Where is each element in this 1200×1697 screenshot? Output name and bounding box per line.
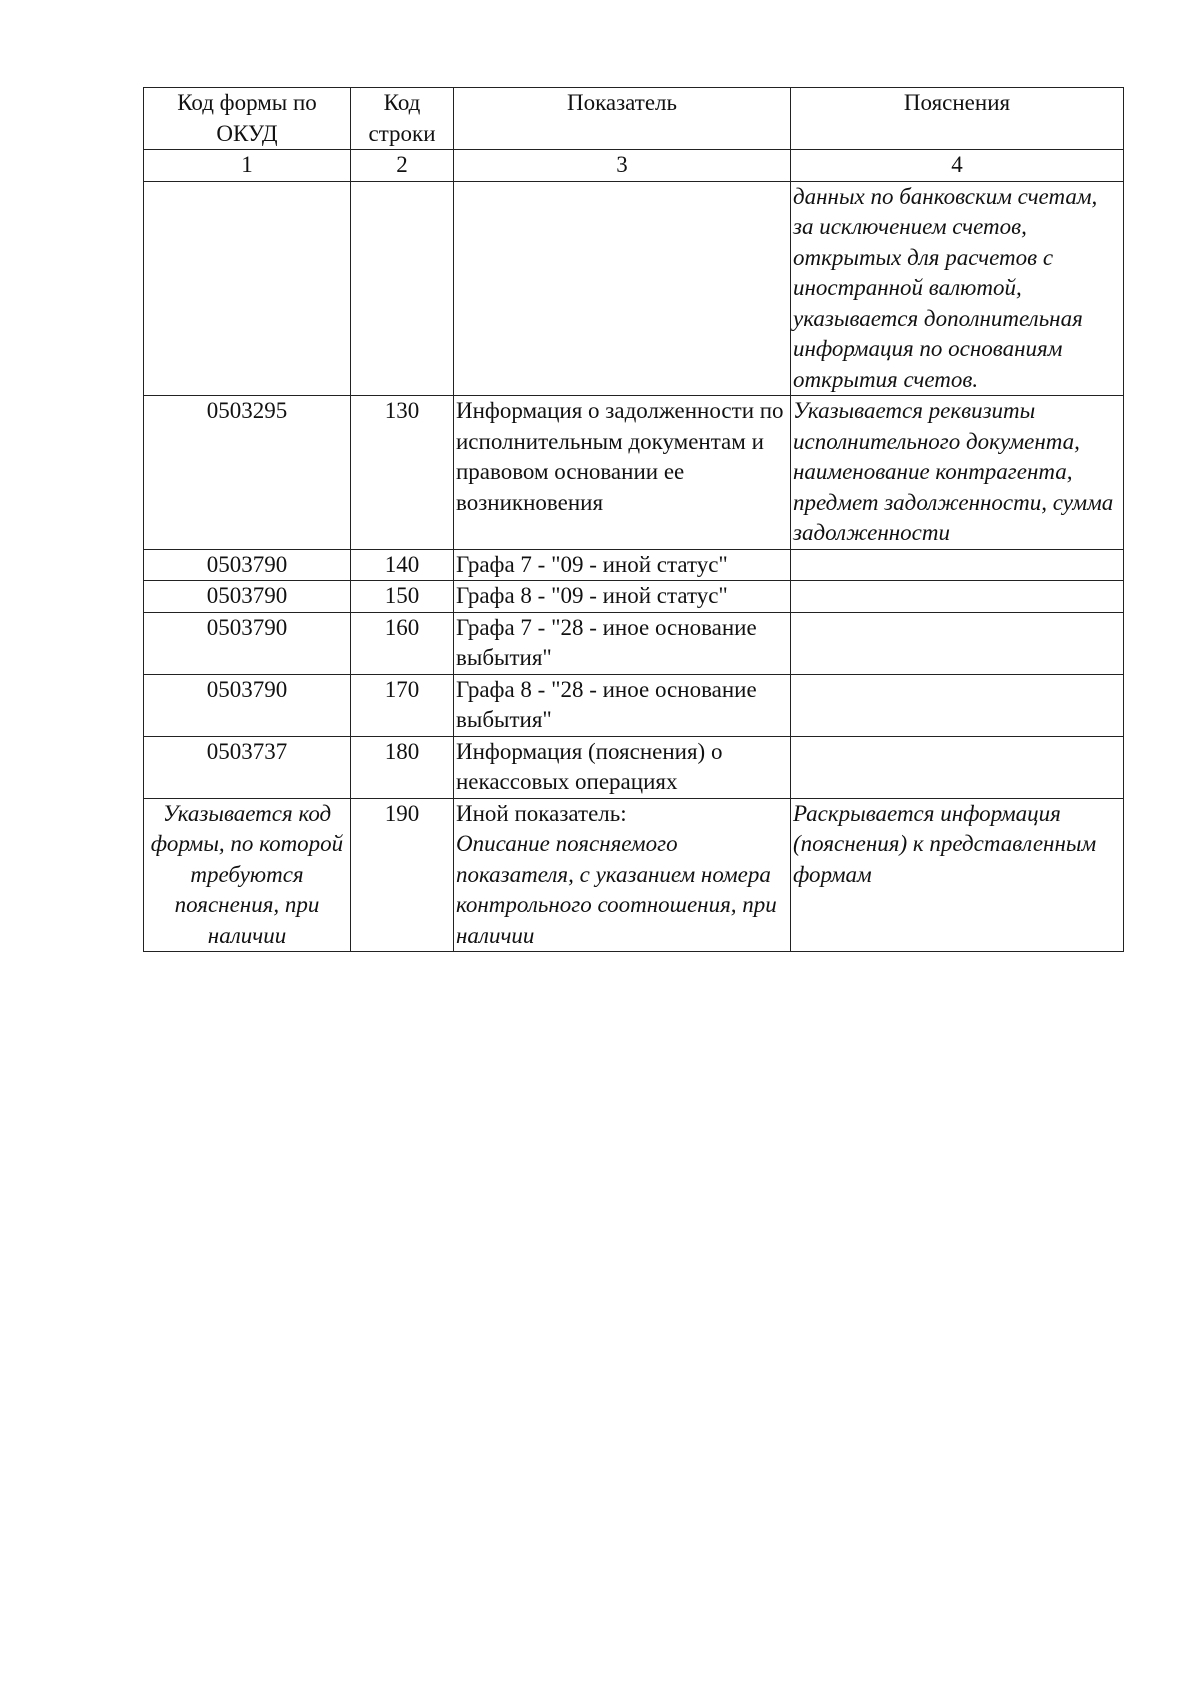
table-row-other-indicator: [144, 798, 1124, 952]
continuation-explanation: данных по банковским счетам, за исключением счетов, открытых для расчетов с иностранной валютой, указывается дополнительная информация по основаниям открытия счетов.: [791, 181, 1124, 396]
column-number: 4: [791, 150, 1124, 182]
line-code: 150: [351, 581, 454, 613]
form-code: 0503737: [144, 736, 351, 798]
indicator: Графа 7 - "09 - иной статус": [454, 549, 791, 581]
header-indicator: Показатель: [454, 88, 791, 150]
explanations-table: [143, 87, 1124, 952]
header-explanation: Пояснения: [791, 88, 1124, 150]
table-row: [144, 674, 1124, 736]
line-code: 140: [351, 549, 454, 581]
explanation: Раскрывается информация (пояснения) к представленным формам: [791, 798, 1124, 952]
table-row: [144, 549, 1124, 581]
indicator: Графа 8 - "09 - иной статус": [454, 581, 791, 613]
indicator: Графа 7 - "28 - иное основание выбытия": [454, 612, 791, 674]
explanation: Указывается реквизиты исполнительного документа, наименование контрагента, предмет задолженности, сумма задолженности: [791, 396, 1124, 550]
table-row: [144, 396, 1124, 550]
line-code: 130: [351, 396, 454, 550]
column-number: 2: [351, 150, 454, 182]
column-number: 3: [454, 150, 791, 182]
form-code: 0503790: [144, 549, 351, 581]
indicator: Графа 8 - "28 - иное основание выбытия": [454, 674, 791, 736]
form-code: 0503790: [144, 674, 351, 736]
explanation: [791, 581, 1124, 613]
indicator: Информация (пояснения) о некассовых операциях: [454, 736, 791, 798]
table-row: [144, 612, 1124, 674]
column-number-row: [144, 150, 1124, 182]
form-code: 0503790: [144, 612, 351, 674]
explanation: [791, 549, 1124, 581]
continuation-row: [144, 181, 1124, 396]
line-code: 180: [351, 736, 454, 798]
table-row: [144, 736, 1124, 798]
form-code: 0503790: [144, 581, 351, 613]
indicator: Информация о задолженности по исполнительным документам и правовом основании ее возникновения: [454, 396, 791, 550]
explanation: [791, 736, 1124, 798]
explanation: [791, 612, 1124, 674]
indicator-detail: Описание поясняемого показателя, с указанием номера контрольного соотношения, при наличии: [456, 831, 777, 948]
header-line-code: Код строки: [351, 88, 454, 150]
line-code: 170: [351, 674, 454, 736]
table-row: [144, 581, 1124, 613]
column-number: 1: [144, 150, 351, 182]
indicator-title: Иной показатель:: [456, 800, 627, 826]
form-code: 0503295: [144, 396, 351, 550]
line-code: 190: [351, 798, 454, 952]
header-form-code: Код формы по ОКУД: [144, 88, 351, 150]
line-code: 160: [351, 612, 454, 674]
form-code: Указывается код формы, по которой требуются пояснения, при наличии: [144, 798, 351, 952]
explanation: [791, 674, 1124, 736]
header-row: [144, 88, 1124, 150]
indicator: [454, 798, 791, 952]
